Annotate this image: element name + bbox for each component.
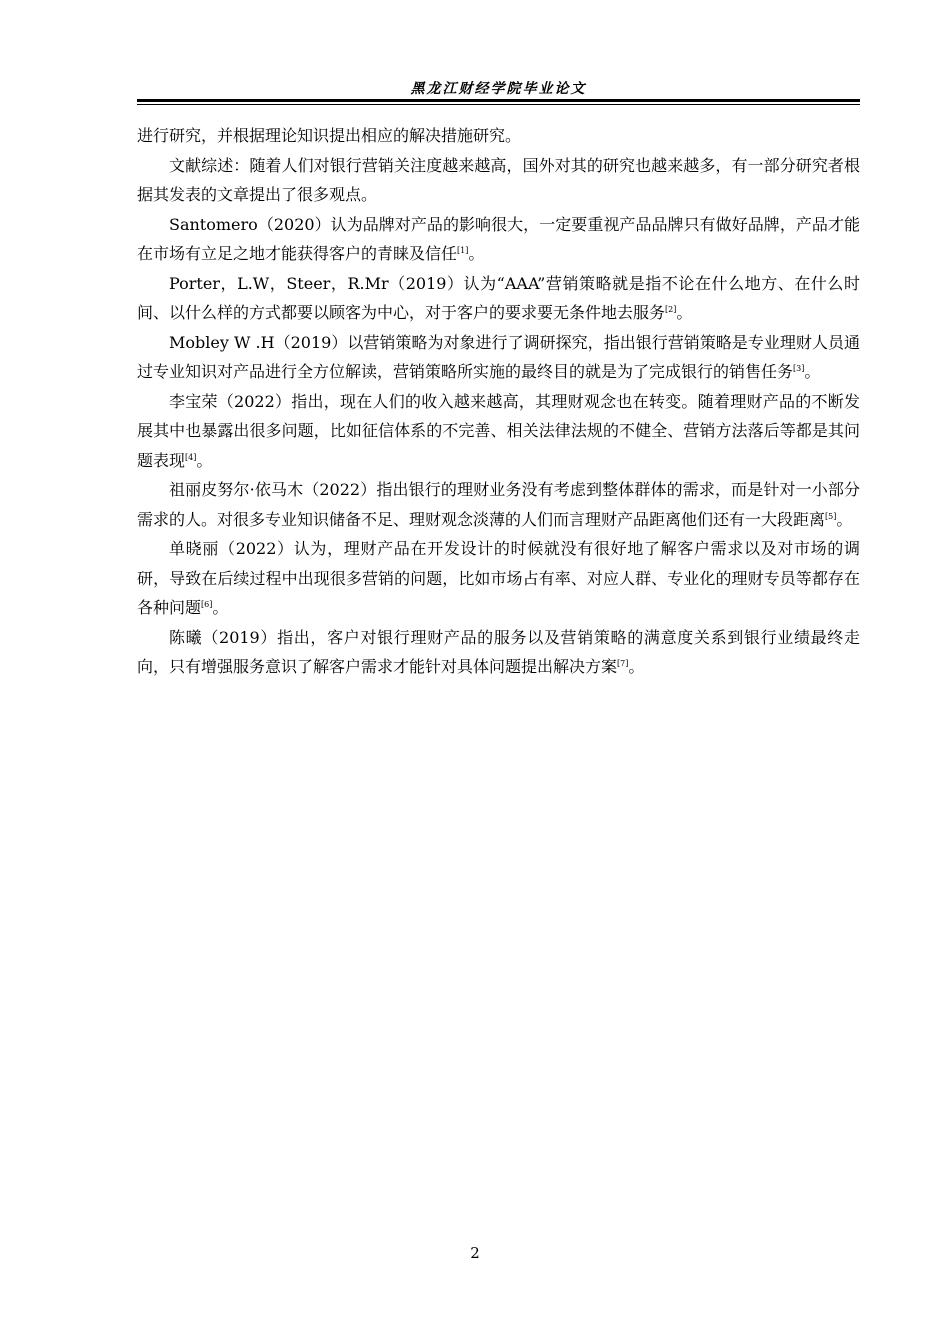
citation-ref: [1]	[457, 246, 469, 255]
citation-ref: [2]	[665, 305, 677, 314]
paragraph-zulipinuer	[137, 475, 860, 534]
body-text	[137, 121, 860, 682]
citation-ref: [5]	[825, 511, 837, 521]
header-title: 黑龙江财经学院毕业论文	[410, 81, 587, 97]
paragraph-text: 文献综述：随着人们对银行营销关注度越来越高，国外对其的研究也越来越多，有一部分研究者根据其发表的文章提出了很多观点。	[137, 155, 860, 204]
paragraph-chen-xi	[137, 623, 860, 682]
paragraph-end: 。	[468, 244, 485, 263]
paragraph-text: Porter，L.W，Steer，R.Mr（2019）认为“AAA”营销策略就是指不论在什么地方、在什么时间、以什么样的方式都要以顾客为中心，对于客户的要求要无条件地去服务	[137, 273, 860, 322]
paragraph-li-baorong	[137, 387, 860, 476]
paragraph-end: 。	[676, 303, 693, 322]
paragraph-end: 。	[212, 598, 229, 617]
paragraph-text: 祖丽皮努尔·依马木（2022）指出银行的理财业务没有考虑到整体群体的需求，而是针对一小部分需求的人。对很多专业知识储备不足、理财观念淡薄的人们而言理财产品距离他们还有一大段距离	[137, 480, 860, 529]
paragraph-mobley	[137, 328, 860, 387]
paragraph-end: 。	[196, 450, 213, 470]
paragraph-text: 单晓丽（2022）认为，理财产品在开发设计的时候就没有很好地了解客户需求以及对市场的调研，导致在后续过程中出现很多营销的问题，比如市场占有率、对应人群、专业化的理财专员等都存在各种问题	[137, 539, 860, 617]
paragraph-text: 陈曦（2019）指出，客户对银行理财产品的服务以及营销策略的满意度关系到银行业绩最终走向，只有增强服务意识了解客户需求才能针对具体问题提出解决方案	[137, 627, 860, 676]
paragraph-text: Mobley W .H（2019）以营销策略为对象进行了调研探究，指出银行营销策略是专业理财人员通过专业知识对产品进行全方位解读，营销策略所实施的最终目的就是为了完成银行的销售任务	[137, 332, 860, 381]
citation-ref: [6]	[201, 600, 213, 609]
citation-ref: [3]	[793, 364, 805, 373]
paragraph-santomero	[137, 210, 860, 269]
paragraph-end: 。	[804, 362, 821, 381]
paragraph-porter	[137, 269, 860, 328]
paragraph-text: Santomero（2020）认为品牌对产品的影响很大，一定要重视产品品牌只有做好品牌，产品才能在市场有立足之地才能获得客户的青睐及信任	[137, 214, 860, 263]
paragraph-literature-review	[137, 151, 860, 210]
page-number: 2	[470, 1244, 480, 1262]
header-rule-thick	[137, 99, 860, 102]
paragraph-end: 。	[836, 509, 853, 529]
citation-ref: [7]	[617, 659, 629, 668]
paragraph-text: 进行研究，并根据理论知识提出相应的解决措施研究。	[137, 126, 522, 145]
paragraph-continuation	[137, 121, 860, 151]
header-rule-thin	[137, 104, 860, 105]
paragraph-text: 李宝荣（2022）指出，现在人们的收入越来越高，其理财观念也在转变。随着理财产品的不断发展其中也暴露出很多问题，比如征信体系的不完善、相关法律法规的不健全、营销方法落后等都是其问题表现	[137, 391, 860, 470]
citation-ref: [4]	[185, 452, 197, 462]
paragraph-end: 。	[628, 657, 645, 676]
paragraph-shan-xiaoli	[137, 534, 860, 623]
